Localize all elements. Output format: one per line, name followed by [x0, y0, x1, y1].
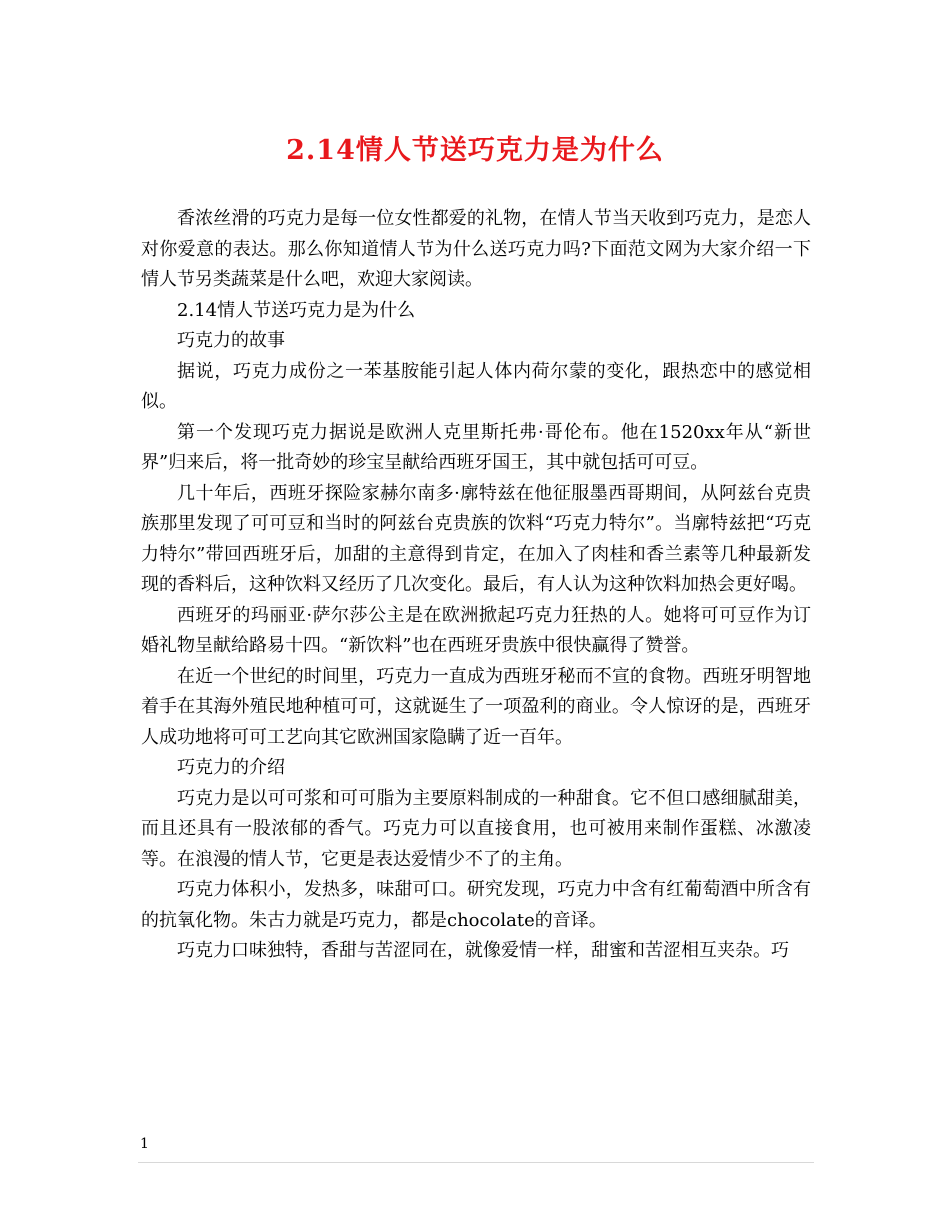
- page-number: 1: [140, 1136, 149, 1152]
- paragraph: 第一个发现巧克力据说是欧洲人克里斯托弗·哥伦布。他在1520xx年从“新世界”归来后，将一批奇妙的珍宝呈献给西班牙国王，其中就包括可可豆。: [141, 421, 811, 473]
- paragraph-subtitle: 2.14情人节送巧克力是为什么: [177, 299, 416, 321]
- document-body: [141, 204, 811, 967]
- paragraph: 西班牙的玛丽亚·萨尔莎公主是在欧洲掀起巧克力狂热的人。她将可可豆作为订婚礼物呈献给路易十四。“新饮料”也在西班牙贵族中很快赢得了赞誉。: [141, 604, 811, 656]
- section-heading-story: 巧克力的故事: [177, 330, 285, 351]
- paragraph: 巧克力口味独特，香甜与苦涩同在，就像爱情一样，甜蜜和苦涩相互夹杂。巧: [177, 940, 789, 961]
- paragraph: 在近一个世纪的时间里，巧克力一直成为西班牙秘而不宣的食物。西班牙明智地着手在其海外殖民地种植可可，这就诞生了一项盈利的商业。令人惊讶的是，西班牙人成功地将可可工艺向其它欧洲国家隐瞒了近一百年。: [141, 665, 811, 748]
- paragraph: 几十年后，西班牙探险家赫尔南多·廓特兹在他征服墨西哥期间，从阿兹台克贵族那里发现了可可豆和当时的阿兹台克贵族的饮料“巧克力特尔”。当廓特兹把“巧克力特尔”带回西班牙后，加甜的主意得到肯定，在加入了肉桂和香兰素等几种最新发现的香料后，这种饮料又经历了几次变化。最后，有人认为这种饮料加热会更好喝。: [141, 482, 811, 595]
- paragraph: 据说，巧克力成份之一苯基胺能引起人体内荷尔蒙的变化，跟热恋中的感觉相似。: [141, 360, 811, 412]
- footer-divider: [138, 1162, 814, 1163]
- paragraph-intro: 香浓丝滑的巧克力是每一位女性都爱的礼物，在情人节当天收到巧克力，是恋人对你爱意的表达。那么你知道情人节为什么送巧克力吗?下面范文网为大家介绍一下情人节另类蔬菜是什么吧，欢迎大家阅读。: [141, 208, 811, 290]
- paragraph: 巧克力体积小，发热多，味甜可口。研究发现，巧克力中含有红葡萄酒中所含有的抗氧化物。朱古力就是巧克力，都是chocolate的音译。: [141, 879, 811, 931]
- paragraph: 巧克力是以可可浆和可可脂为主要原料制成的一种甜食。它不但口感细腻甜美，而且还具有一股浓郁的香气。巧克力可以直接食用，也可被用来制作蛋糕、冰激凌等。在浪漫的情人节，它更是表达爱情少不了的主角。: [141, 787, 811, 870]
- document-title: 2.14情人节送巧克力是为什么: [286, 135, 664, 166]
- section-heading-introduction: 巧克力的介绍: [177, 757, 285, 778]
